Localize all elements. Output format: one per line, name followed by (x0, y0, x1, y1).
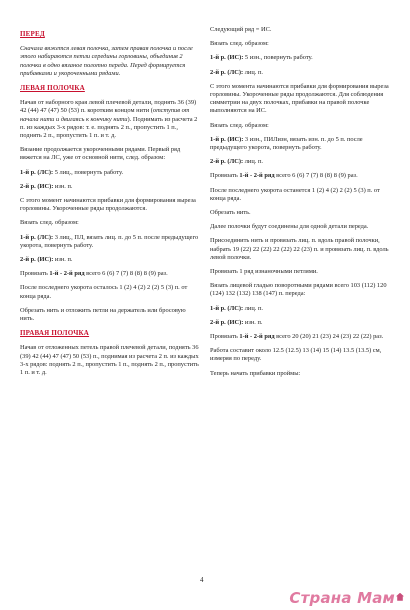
row-instruction: 1-й р. (ЛС): 5 лиц., повернуть работу. (20, 168, 124, 176)
paragraph: После последнего укорота осталось 1 (2) 4 (2) 2 (2) 5 (3) п. от конца ряда. (20, 284, 188, 300)
paragraph: Начав от наборного края левой плечевой детали, поднять 36 (39) 42 (44) 47 (47) 50 (53) п. коротким концом нити (отступив от начала нити и двигаясь к кончику нити). Поднимать из расчета 2 п. из каждых 3-х рядов: т. е. поднять 2 п., пропустить 1 п., поднять 2 п., пропустить 1 п. и т. д. (20, 99, 198, 140)
paragraph: С этого момент начинаются прибавки для формирования выреза горловины. Укороченные ряды продолжаются. (20, 197, 196, 213)
house-icon (396, 593, 404, 601)
paragraph: Вязать след. образом: (20, 219, 79, 227)
row-instruction: 1-й р. (ЛС): лиц. п. (210, 304, 263, 312)
paragraph: Следующий ряд = ИС. (210, 26, 272, 33)
row-instruction: 2-й р. (ЛС): лиц. п. (210, 158, 263, 166)
paragraph: Начав от отложенных петель правой плечевой детали, поднять 36 (39) 42 (44) 47 (47) 50 (53) п., поднимая из расчета 2 п. из каждых 3-х рядов: поднять 2 п., пропустить 1 п., поднять 2 п., пропустить 1 п. и т. д. (20, 344, 199, 377)
paragraph: Вязать лицевой гладью поворотными рядами всего 103 (112) 120 (124) 132 (132) 138 (147) п. переда: (210, 282, 387, 298)
row-instruction: 2-й р. (ИС): изн. п. (20, 256, 73, 264)
heading-front: ПЕРЕД (20, 30, 45, 38)
row-instruction: 2-й р. (ИС): изн. п. (210, 318, 263, 326)
watermark-logo: Страна Мам (289, 593, 404, 602)
right-column (210, 26, 390, 384)
paragraph: Вязать след. образом: (210, 40, 269, 48)
page-number: 4 (200, 576, 204, 584)
repeat-instruction: Провязать 1-й - 2-й ряд всего 6 (6) 7 (7) 8 (8) 8 (9) раз. (210, 172, 358, 180)
paragraph: Обрезать нить. (210, 209, 251, 217)
paragraph: Присоединить нить и провязать лиц. п. вдоль правой полочки, набрать 19 (22) 22 (22) 22 (22) 22 (23) п. и провязать лиц. п. вдоль левой полочки. (210, 237, 389, 261)
paragraph: Работа составит около 12.5 (12.5) 13 (14) 15 (14) 13.5 (13.5) см, измеряя по переду. (210, 347, 382, 363)
repeat-instruction: Провязать 1-й - 2-й ряд всего 20 (20) 21 (23) 24 (23) 22 (22) раз. (210, 333, 384, 341)
paragraph: Вязание продолжается укороченными рядами. Первый ряд вяжется на ЛС, уже от основной нити, след. образом: (20, 146, 181, 162)
row-instruction: 1-й р. (ИС): 3 изн., ПИЛизн, вязать изн. п. до 5 п. после предыдущего укорота, повернуть работу. (210, 135, 363, 152)
paragraph: Далее полочки будут соединены для одной детали переда. (210, 223, 369, 231)
paragraph: Обрезать нить и отложить петли на держатель или бросовую нить. (20, 306, 186, 323)
row-instruction: 1-й р. (ИС): 5 изн., повернуть работу. (210, 54, 313, 62)
row-instruction: 2-й р. (ИС): изн. п. (20, 182, 73, 190)
row-instruction: 1-й р. (ЛС): 3 лиц., ПЛ, вязать лиц. п. до 5 п. после предыдущего укорота, повернуть работу. (20, 233, 199, 249)
paragraph: С этого момента начинаются прибавки для формирования выреза горловины. Укороченные ряды продолжаются. Для соблюдения симметрии на двух полочках, прибавки на правой полочке выполняются на ИС. (210, 82, 389, 115)
paragraph: Теперь начать прибавки проймы: (210, 369, 301, 377)
paragraph: Провязать 1 ряд изнаночными петлями. (210, 268, 318, 276)
repeat-instruction: Провязать 1-й - 2-й ряд всего 6 (6) 7 (7) 8 (8) 8 (9) раз. (20, 270, 168, 278)
left-column (20, 26, 200, 383)
heading-left-shelf: ЛЕВАЯ ПОЛОЧКА (20, 84, 85, 93)
heading-right-shelf: ПРАВАЯ ПОЛОЧКА (20, 329, 90, 338)
row-instruction: 2-й р. (ЛС): лиц. п. (210, 68, 263, 76)
paragraph: После последнего укорота останется 1 (2) 4 (2) 2 (2) 5 (3) п. от конца ряда. (210, 186, 380, 202)
intro-paragraph: Сначала вяжется левая полочка, затем правая полочка и после этого набираются петли середины горловины, объединив 2 полочки в одно вязаное полотно переда. Перед формируется прибавками и укороченными рядами. (20, 45, 193, 77)
paragraph: Вязать след. образом: (210, 121, 269, 129)
